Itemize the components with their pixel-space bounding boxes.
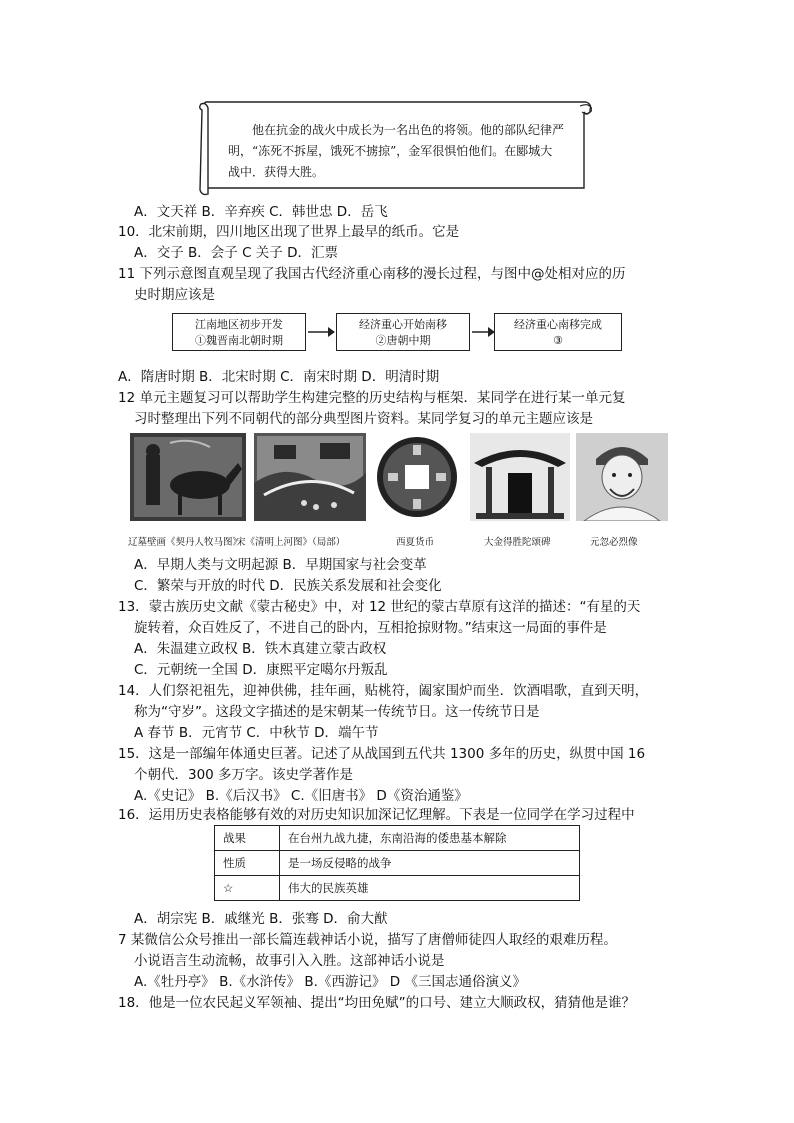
flow-box-3 [494,313,622,351]
table-key: ☆ [215,876,280,901]
q12-stem: 12 单元主题复习可以帮助学生构建完整的历史结构与框架．某同学在进行某一单元复 [118,390,626,406]
xixia-coin-image [372,433,462,521]
q12-options-ab: A．早期人类与文明起源 B．早期国家与社会变革 [134,557,427,573]
flow-box-1-line2: ①魏晋南北朝时期 [195,334,283,347]
q18-stem: 18．他是一位农民起义军领袖、提出“均田免赋”的口号、建立大顺政权，猜猜他是谁？ [118,995,636,1011]
table-row [215,826,580,851]
q14-stem: 14．人们祭祀祖先，迎神供佛，挂年画，贴桃符，阖家围炉而坐．饮酒唱歌，直到天明， [118,683,649,699]
flow-box-1-line1: 江南地区初步开发 [195,318,283,331]
arrow-right-icon [306,325,336,339]
table-value: 是一场反侵略的战争 [280,851,580,876]
q11-options: A．隋唐时期 B．北宋时期 C．南宋时期 D．明清时期 [118,369,440,385]
q10-stem: 10．北宋前期，四川地区出现了世界上最早的纸币。它是 [118,224,460,240]
scroll-line: 他在抗金的战火中成长为一名出色的将领。他的部队纪律严 [252,123,565,137]
flow-box-3-line2: ③ [553,334,563,347]
table-row [215,851,580,876]
caption-khitan-mural: 辽墓壁画《契丹人牧马图》 [128,537,243,548]
q17-stem-cont: 小说语言生动流畅，故事引入入胜。这部神话小说是 [134,953,445,969]
scroll-line: 战中．获得大胜。 [228,165,325,179]
q13-stem: 13．蒙古族历史文献《蒙古秘史》中，对 12 世纪的蒙古草原有这洋的描述：“有星的天 [118,599,641,615]
q17-options: A.《牡丹亭》 B.《水浒传》 B.《西游记》 D 《三国志通俗演义》 [134,974,526,990]
q13-options-cd: C．元朝统一全国 D．康熙平定噶尔丹叛乱 [134,662,388,678]
q11-stem: 11 下列示意图直观呈现了我国古代经济重心南移的漫长过程，与图中@处相对应的历 [118,266,626,282]
q17-stem: 7 某微信公众号推出一部长篇连载神话小说，描写了唐僧师徒四人取经的艰难历程。 [118,932,617,948]
q16-options: A．胡宗宪 B．戚继光 B．张骞 D．俞大猷 [134,911,388,927]
q13-stem-cont: 旋转着，众百姓反了，不进自己的卧内，互相抢掠财物。”结束这一局面的事件是 [134,620,607,636]
table-value: 伟大的民族英雄 [280,876,580,901]
q15-stem-cont: 个朝代．300 多万字。该史学著作是 [134,767,354,783]
q12-options-cd: C．繁荣与开放的时代 D．民族关系发展和社会变化 [134,578,442,594]
q10-options: A．交子 B．会子 C 关子 D．汇票 [134,245,338,261]
flow-box-2 [336,313,470,351]
flow-box-2-line2: ②唐朝中期 [375,334,431,347]
kublai-khan-portrait-image [576,433,668,521]
jin-stele-pavilion-image [470,433,570,521]
flow-box-1 [172,313,306,351]
q14-options: A 春节 B．元宵节 C．中秋节 D．端午节 [134,725,379,741]
table-value: 在台州九战九捷，东南沿海的倭患基本解除 [280,826,580,851]
quote-scroll [198,100,592,196]
q16-table [214,825,580,901]
q15-options: A.《史记》 B.《后汉书》 C.《旧唐书》 D《资治通鉴》 [134,788,468,804]
table-key: 性质 [215,851,280,876]
q13-options-ab: A．朱温建立政权 B．铁木真建立蒙古政权 [134,641,387,657]
caption-jin-stele: 大金得胜陀颂碑 [484,537,551,548]
q9-options: A．文天祥 B．辛弃疾 C．韩世忠 D．岳飞 [134,204,388,220]
caption-qingming: 宋《清明上河图》（局部） [236,537,346,548]
q12-stem-cont: 习时整理出下列不同朝代的部分典型图片资料。某同学复习的单元主题应该是 [134,411,593,427]
q16-stem: 16．运用历史表格能够有效的对历史知识加深记忆理解。下表是一位同学在学习过程中 [118,807,635,823]
table-key: 战果 [215,826,280,851]
flow-box-3-line1: 经济重心南移完成 [514,318,602,331]
caption-xixia-coin: 西夏货币 [396,537,435,548]
arrow-right-icon [470,325,496,339]
q14-stem-cont: 称为“守岁”。这段文字描述的是宋朝某一传统节日。这一传统节日是 [134,704,540,720]
qingming-scroll-image [254,433,366,521]
q11-stem-cont: 史时期应该是 [134,287,215,303]
scroll-line: 明，“冻死不拆屋，饿死不掳掠”，金军很惧怕他们。在郾城大 [228,144,553,158]
khitan-horse-mural-image [130,433,246,521]
caption-kublai: 元忽必烈像 [590,537,638,548]
q15-stem: 15．这是一部编年体通史巨著。记述了从战国到五代共 1300 多年的历史，纵贯中国 16 [118,746,646,762]
flow-box-2-line1: 经济重心开始南移 [359,318,447,331]
table-row [215,876,580,901]
